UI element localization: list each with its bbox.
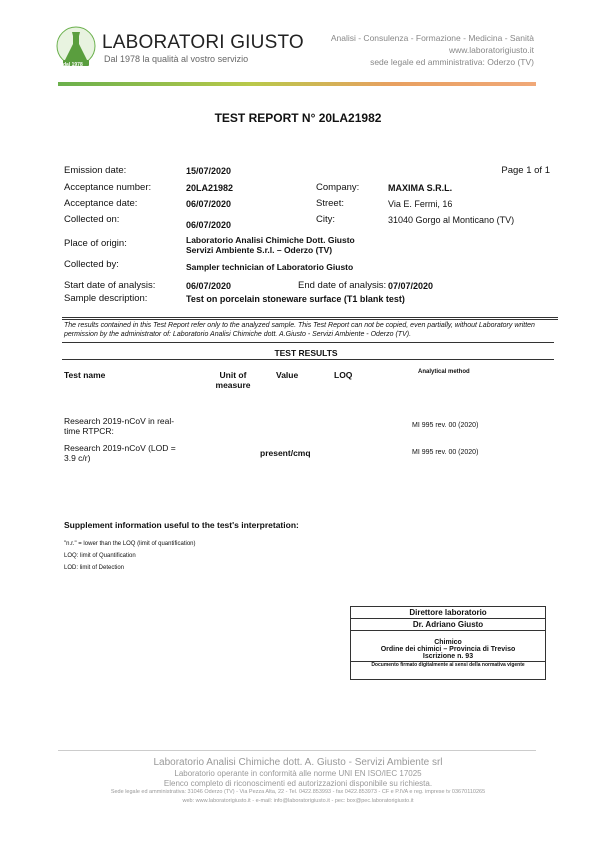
signature-box [350, 606, 546, 680]
disclaimer: The results contained in this Test Report refer only to the analyzed sample. This Test Report can not be copied, even partially, without Laboratory written permission by the administrator of: Laboratorio Analisi Chimiche dott. A.Giusto - Servizi Ambiente - Oderzo (TV). [64, 322, 535, 338]
sample-value: Test on porcelain stoneware surface (T1 blank test) [186, 294, 405, 304]
acceptance-number-value: 20LA21982 [186, 183, 234, 193]
divider [62, 359, 554, 360]
street-label: Street: [316, 198, 344, 209]
brand-name: LABORATORI GIUSTO [102, 32, 304, 53]
signature-line3: Iscrizione n. 93 [422, 653, 474, 660]
end-label: End date of analysis: [298, 280, 387, 291]
divider [62, 342, 554, 343]
table-row-name1: Research 2019-nCoV in real- [64, 416, 175, 426]
col-unit-line2: measure [215, 380, 251, 390]
table-row-method: MI 995 rev. 00 (2020) [412, 422, 479, 429]
logo-since: dal 1978 [63, 62, 83, 68]
supplement-heading: Supplement information useful to the test's interpretation: [64, 520, 299, 530]
table-row-value: present/cmq [260, 448, 311, 458]
signature-note: Documento firmato digitalmente ai sensi della normativa vigente [371, 662, 525, 668]
start-label: Start date of analysis: [64, 280, 156, 291]
header-office: sede legale ed amministrativa: Oderzo (TV) [370, 57, 534, 67]
col-value: Value [276, 370, 299, 380]
col-method: Analytical method [418, 369, 470, 375]
acceptance-number-label: Acceptance number: [64, 182, 152, 193]
collected-by-value: Sampler technician of Laboratorio Giusto [186, 262, 354, 272]
table-row-method: MI 995 rev. 00 (2020) [412, 449, 479, 456]
table-row-name2: 3.9 c/r) [64, 453, 91, 463]
city-value: 31040 Gorgo al Monticano (TV) [388, 215, 515, 225]
supplement-note: "n.r." = lower than the LOQ (limit of quantification) [64, 541, 196, 547]
footer-accreditation: Laboratorio operante in conformità alle norme UNI EN ISO/IEC 17025 [174, 769, 422, 778]
street-value: Via E. Fermi, 16 [388, 199, 453, 209]
footer-contacts[interactable]: web: www.laboratorigiusto.it - e-mail: info@laboratorigiusto.it - pec: box@pec.laboratorigiusto.it [182, 798, 414, 804]
company-value: MAXIMA S.R.L. [388, 183, 453, 193]
footer-address: Sede legale ed amministrativa: 31046 Oderzo (TV) - Via Pezza Alta, 22 - Tel. 0422.853993 - fax 0422.853973 - CF e P.IVA e reg. imprese tv 03670110265 [110, 789, 486, 795]
page-number: Page 1 of 1 [501, 165, 550, 176]
end-value: 07/07/2020 [388, 281, 434, 291]
city-label: City: [316, 214, 335, 225]
results-heading: TEST RESULTS [274, 348, 338, 358]
divider [62, 319, 558, 320]
col-test-name: Test name [64, 370, 106, 380]
signature-name: Dr. Adriano Giusto [412, 620, 484, 629]
supplement-note: LOD: limit of Detection [64, 565, 125, 571]
table-row-name2: time RTPCR: [64, 426, 114, 436]
header-website[interactable]: www.laboratorigiusto.it [448, 45, 534, 55]
divider [62, 317, 558, 318]
collected-value: 06/07/2020 [186, 220, 232, 230]
footer-company: Laboratorio Analisi Chimiche dott. A. Giusto - Servizi Ambiente srl [153, 757, 443, 768]
col-unit-line1: Unit of [219, 370, 247, 380]
report-title: TEST REPORT N° 20LA21982 [214, 111, 382, 125]
origin-label: Place of origin: [64, 238, 127, 249]
origin-line2: Servizi Ambiente S.r.l. – Oderzo (TV) [186, 245, 333, 255]
header-accent-bar [58, 82, 536, 86]
collected-label: Collected on: [64, 214, 120, 225]
acceptance-date-value: 06/07/2020 [186, 199, 232, 209]
collected-by-label: Collected by: [64, 259, 119, 270]
signature-role: Direttore laboratorio [409, 608, 487, 617]
col-loq: LOQ [334, 370, 353, 380]
company-label: Company: [316, 182, 360, 193]
table-row-name1: Research 2019-nCoV (LOD = [64, 443, 176, 453]
supplement-note: LOQ: limit of Quantification [64, 553, 136, 559]
emission-label: Emission date: [64, 165, 127, 176]
brand-tagline: Dal 1978 la qualità al vostro servizio [104, 54, 249, 64]
start-value: 06/07/2020 [186, 281, 232, 291]
header-services: Analisi - Consulenza - Formazione - Medicina - Sanità [330, 33, 534, 43]
acceptance-date-label: Acceptance date: [64, 198, 138, 209]
footer-authorizations: Elenco completo di riconoscimenti ed autorizzazioni disponibile su richiesta. [163, 779, 433, 788]
signature-line1: Chimico [434, 639, 462, 646]
origin-line1: Laboratorio Analisi Chimiche Dott. Giusto [186, 235, 355, 245]
sample-label: Sample description: [64, 293, 148, 304]
footer-divider [58, 750, 536, 751]
signature-line2: Ordine dei chimici – Provincia di Treviso [380, 646, 516, 653]
emission-value: 15/07/2020 [186, 166, 232, 176]
